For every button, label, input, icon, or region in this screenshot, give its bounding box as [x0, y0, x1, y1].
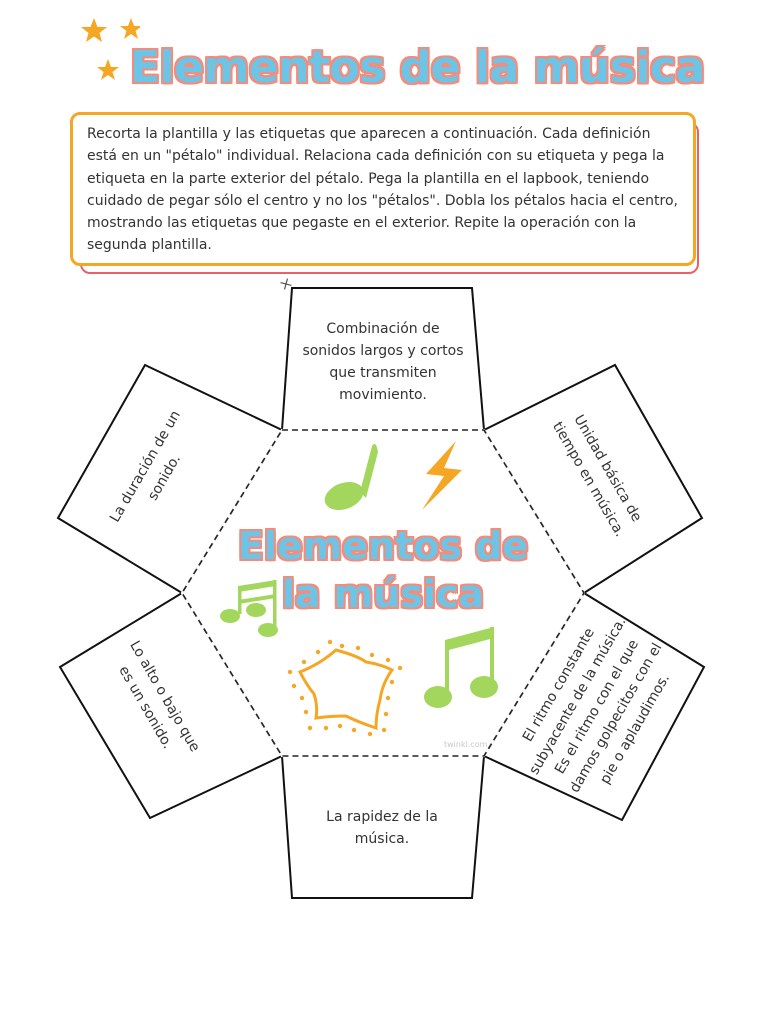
lightning-icon — [422, 441, 462, 510]
petal-upper-left-label: La duración de un sonido. — [107, 407, 185, 526]
petal-top-label: Combinación de sonidos largos y cortos que transmiten movimiento. — [302, 321, 464, 403]
music-note-icon — [321, 444, 378, 515]
music-note-icon — [424, 627, 498, 708]
petal-lower-left-label: Lo alto o bajo que es un sonido. — [115, 638, 203, 755]
star-outline-icon — [288, 640, 402, 736]
petal-bottom-label: La rapidez de la música. — [326, 809, 438, 847]
template-title — [200, 522, 566, 618]
scissors-icon — [281, 279, 292, 290]
page-title: Elementos de la música — [130, 42, 705, 93]
template-title-line-1: Elementos de — [237, 524, 529, 568]
template-title-line-2: la música — [281, 572, 485, 616]
instructions-box: Recorta la plantilla y las etiquetas que aparecen a continuación. Cada definición está en un "pétalo" individual. Relaciona cada definición con su etiqueta y pega la etiqueta en la parte exterior del pétalo. Pega la plantilla en el lapbook, teniendo cuidado de pegar sólo el centro y no los "pétalos". Dobla los pétalos hacia el centro, mostrando las etiquetas que pegaste en el exterior. Repite la operación con la segunda plantilla. — [70, 112, 696, 266]
watermark: twinkl.com — [444, 740, 488, 749]
petal-upper-right-label: Unidad básica de tiempo en música. — [549, 412, 645, 540]
petal-lower-right-label: El ritmo constante subyacente de la música. Es el ritmo con el que damos golpecitos con el pie o aplaudimos. — [519, 614, 674, 796]
